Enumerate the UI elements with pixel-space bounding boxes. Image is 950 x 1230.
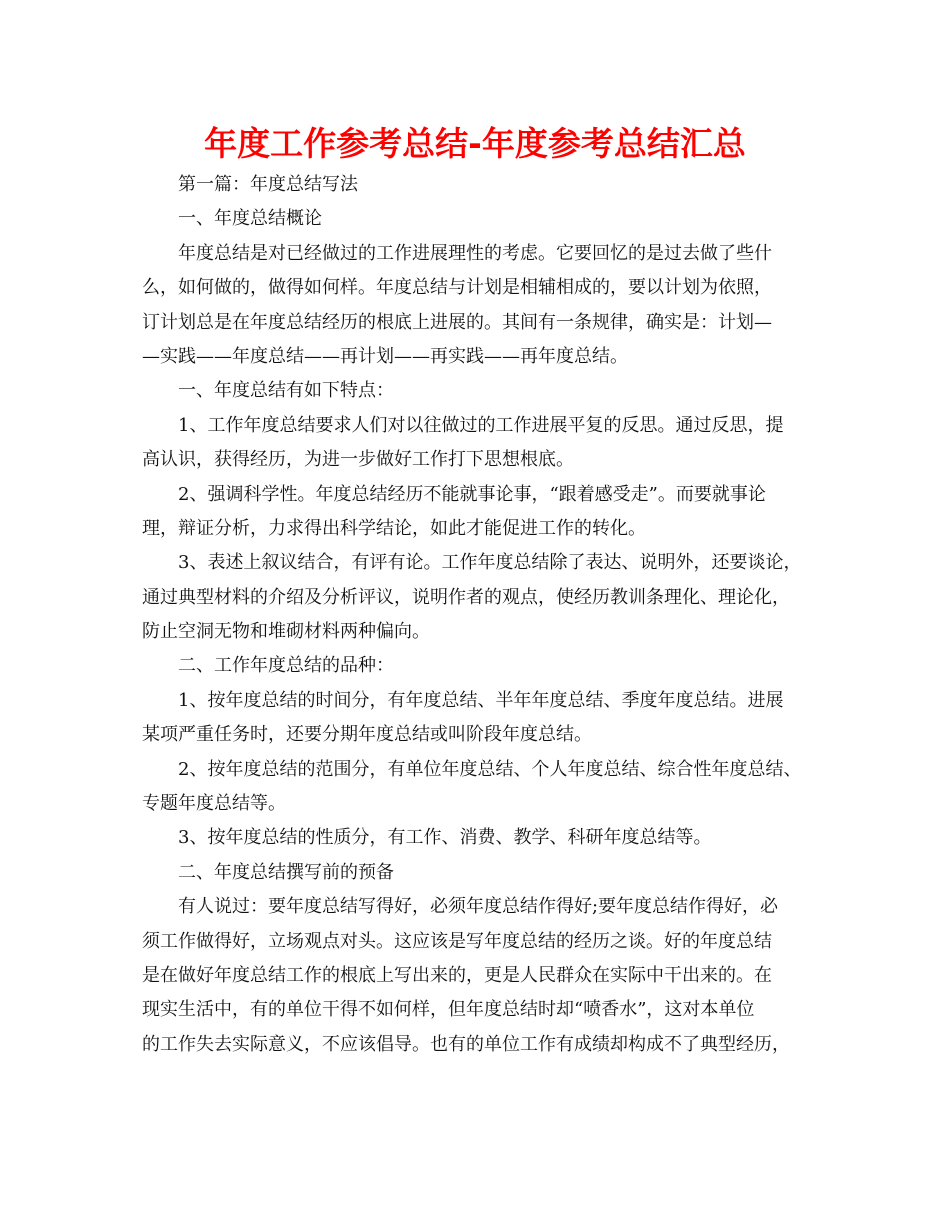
document-title: 年度工作参考总结-年度参考总结汇总: [204, 124, 746, 163]
text-line: 某项严重任务时，还要分期年度总结或叫阶段年度总结。: [142, 724, 592, 746]
text-line: 一、年度总结有如下特点：: [178, 380, 394, 402]
text-line: 的工作失去实际意义，不应该倡导。也有的单位工作有成绩却构成不了典型经历，: [142, 1033, 790, 1055]
text-line: 3、表述上叙议结合，有评有论。工作年度总结除了表达、说明外，还要谈论，: [178, 552, 802, 574]
text-line: 须工作做得好，立场观点对头。这应该是写年度总结的经历之谈。好的年度总结: [142, 930, 772, 952]
text-line: 1、工作年度总结要求人们对以往做过的工作进展平复的反思。通过反思，提: [178, 414, 784, 436]
text-line: 理，辩证分析，力求得出科学结论，如此才能促进工作的转化。: [142, 517, 646, 539]
text-line: 有人说过：要年度总结写得好，必须年度总结作得好;要年度总结作得好，必: [178, 896, 779, 918]
text-line: 一、年度总结概论: [178, 208, 322, 230]
text-line: 订计划总是在年度总结经历的根底上进展的。其间有一条规律，确实是：计划—: [142, 311, 772, 333]
text-line: 第一篇：年度总结写法: [178, 174, 358, 195]
text-line: 高认识，获得经历，为进一步做好工作打下思想根底。: [142, 449, 574, 471]
text-line: 是在做好年度总结工作的根底上写出来的，更是人民群众在实际中干出来的。在: [142, 964, 772, 986]
text-line: 3、按年度总结的性质分，有工作、消费、教学、科研年度总结等。: [178, 827, 712, 849]
text-line: 年度总结是对已经做过的工作进展理性的考虑。它要回忆的是过去做了些什: [178, 242, 772, 264]
text-line: 现实生活中，有的单位干得不如何样，但年度总结时却“喷香水”，这对本单位: [142, 999, 755, 1021]
text-line: 防止空洞无物和堆砌材料两种偏向。: [142, 621, 430, 643]
document-body: [142, 168, 812, 1062]
text-line: 二、工作年度总结的品种：: [178, 655, 394, 677]
text-line: 1、按年度总结的时间分，有年度总结、半年年度总结、季度年度总结。进展: [178, 689, 784, 711]
text-line: —实践——年度总结——再计划——再实践——再年度总结。: [142, 345, 628, 367]
text-line: 二、年度总结撰写前的预备: [178, 861, 394, 883]
text-line: 专题年度总结等。: [142, 793, 286, 815]
text-line: 么，如何做的，做得如何样。年度总结与计划是相辅相成的，要以计划为依照，: [142, 277, 772, 299]
text-line: 通过典型材料的介绍及分析评议，说明作者的观点，使经历教训条理化、理论化，: [142, 586, 790, 608]
text-line: 2、强调科学性。年度总结经历不能就事论事，“跟着感受走”。而要就事论: [178, 483, 766, 505]
text-line: 2、按年度总结的范围分，有单位年度总结、个人年度总结、综合性年度总结、: [178, 758, 802, 780]
